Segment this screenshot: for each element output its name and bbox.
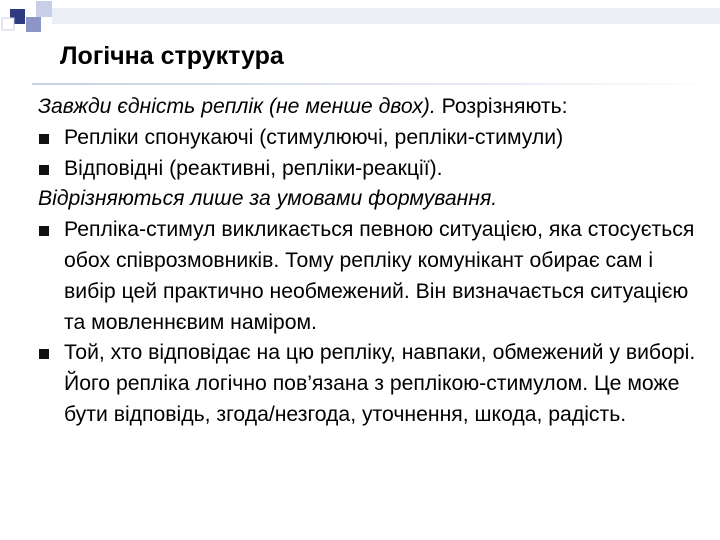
list-item xyxy=(38,154,710,185)
intro-italic: Завжди єдність реплік (не менше двох). xyxy=(38,95,436,118)
list-item-text: Репліка-стимул викликається певною ситуацією, яка стосується обох співрозмовників. Тому репліку комунікант обирає сам і вибір цей практично необмежений. Він визначається ситуацією та мовленнєвим наміром. xyxy=(64,218,695,334)
list-item xyxy=(38,338,710,430)
square-bullet-icon xyxy=(39,165,49,175)
decorative-squares xyxy=(0,0,720,40)
list-item xyxy=(38,123,710,154)
square-bullet-icon xyxy=(39,134,49,144)
deco-square-light xyxy=(36,1,52,17)
deco-square-mid xyxy=(26,17,41,32)
square-bullet-icon xyxy=(39,349,49,359)
list-item xyxy=(38,215,710,338)
title-divider xyxy=(32,83,720,85)
intro-line xyxy=(38,92,710,123)
deco-square-outline xyxy=(2,18,14,30)
list-item-text: Відповідні (реактивні, репліки-реакції). xyxy=(64,156,443,180)
differ-line: Відрізняються лише за умовами формування. xyxy=(38,187,498,211)
slide-body xyxy=(38,92,710,431)
slide-title: Логічна структура xyxy=(60,42,284,70)
header-strip xyxy=(52,8,720,24)
list-item-text: Той, хто відповідає на цю репліку, навпаки, обмежений у виборі. Його репліка логічно пов’язана з реплікою-стимулом. Це може бути відповідь, згода/незгода, уточнення, шкода, радість. xyxy=(64,341,696,426)
list-item-text: Репліки спонукаючі (стимулюючі, репліки-стимули) xyxy=(64,125,564,149)
intro-normal: Розрізняють: xyxy=(435,95,568,118)
square-bullet-icon xyxy=(39,226,49,236)
